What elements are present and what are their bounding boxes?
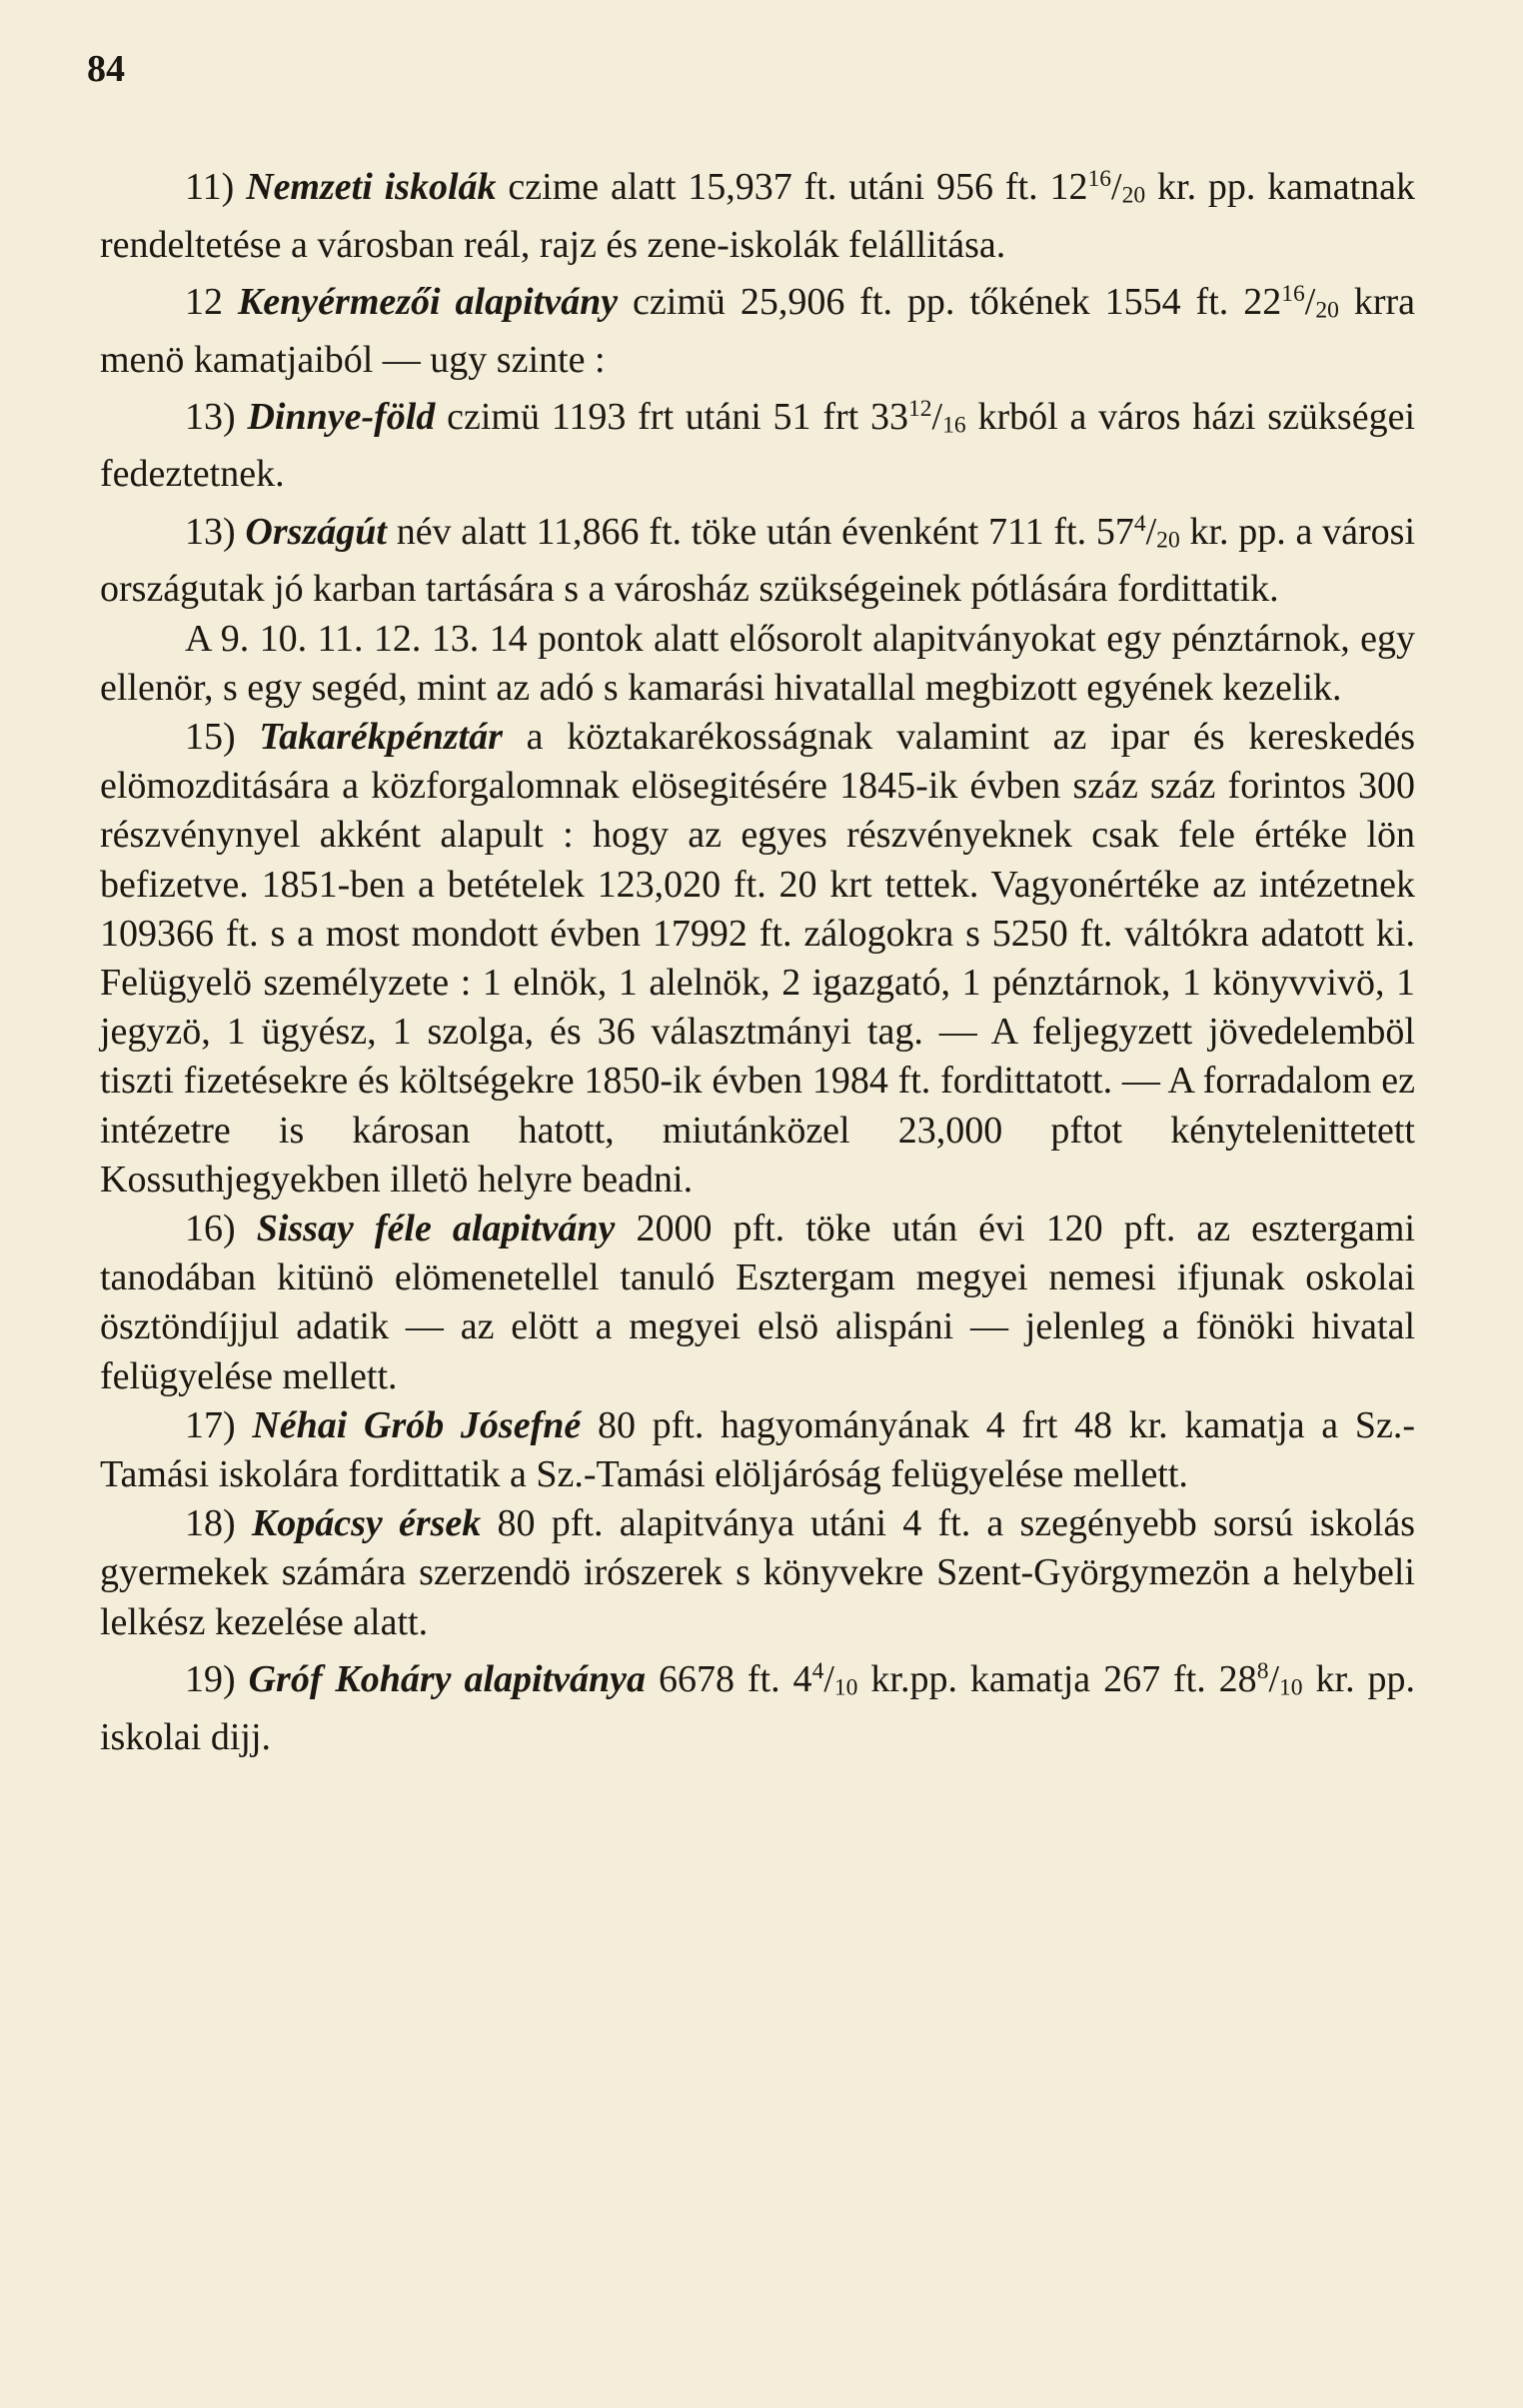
paragraph-19: 19) Gróf Koháry alapitványa 6678 ft. $4^4/10$ kr.pp. kamatja 267 ft. $28^8/10$ kr. pp. iskolai dijj. — [100, 1657, 1416, 1758]
paragraph-text: 6678 ft. 4 — [658, 1657, 812, 1700]
paragraph-text: czime alatt 15,937 ft. utáni 956 ft. 12 — [508, 165, 1088, 208]
item-number: 12 — [185, 280, 223, 323]
paragraph-11: 11) Nemzeti iskolák czime alatt 15,937 ft. utáni 956 ft. $12^{16}/20$ kr. pp. kamatnak rendeltetése a városban reál, rajz és zene-iskolák felállitása. — [100, 165, 1416, 266]
paragraph-text: krra menö kamatjaiból — ugy szinte : — [100, 280, 1416, 381]
paragraph-text: kr. pp. a városi országutak jó karban tartására s a városház szükségeinek pótlására fordittatik. — [100, 510, 1416, 611]
foundation-title: Kopácsy érsek — [251, 1502, 482, 1545]
paragraph-16 — [100, 1204, 1415, 1401]
foundation-title: Takarékpénztár — [259, 715, 503, 758]
paragraph-13-dinnye: 13) Dinnye-föld czimü 1193 frt utáni 51 frt $33^{12}/16$ krból a város házi szükségei fedeztetnek. — [100, 395, 1416, 496]
paragraph-summary — [100, 615, 1415, 713]
fraction-denominator: 16 — [942, 412, 966, 439]
fraction-numerator: 12 — [908, 395, 932, 422]
item-number: 17) — [185, 1403, 236, 1446]
paragraph-18 — [100, 1499, 1415, 1647]
paragraph-12: 12 Kenyérmezői alapitvány czimü 25,906 ft. pp. tőkének 1554 ft. $22^{16}/20$ krra menö kamatjaiból — ugy szinte : — [100, 280, 1416, 381]
paragraph-text: krból a város házi szükségei fedeztetnek. — [100, 395, 1416, 496]
item-number: 13) — [185, 395, 236, 438]
fraction-denominator: 20 — [1121, 182, 1146, 209]
paragraph-text: a köztakarékosságnak valamint az ipar és kereskedés elömozditására a közforgalomnak elösegitésére 1845-ik évben száz száz forintos 300 részvénynyel akként alapult : hogy az egyes részvényeknek csak fele értéke lön befizetve. 1851-ben a betételek 123,020 ft. 20 krt tettek. Vagyonértéke az intézetnek 109366 ft. s a most mondott évben 17992 ft. zálogokra s 5250 ft. váltókra adatott ki. Felügyelö személyzete : 1 elnök, 1 alelnök, 2 igazgató, 1 pénztárnok, 1 könyvvivö, 1 jegyzö, 1 ügyész, 1 szolga, és 36 választmányi tag. — A feljegyzett jövedelemböl tiszti fizetésekre és költségekre 1850-ik évben 1984 ft. fordittatott. — A forradalom ez intézetre is károsan hatott, miutánközel 23,000 pftot kénytelenittetett Kossuthjegyekben illetö helyre beadni. — [100, 715, 1415, 1201]
paragraph-15 — [100, 713, 1415, 1204]
item-number: 19) — [185, 1657, 236, 1700]
body-text — [100, 155, 1415, 1762]
paragraph-text: kr. pp. iskolai dijj. — [100, 1657, 1416, 1758]
page-number: 84 — [87, 48, 125, 90]
fraction-numerator: 16 — [1281, 280, 1305, 307]
foundation-title: Országút — [245, 510, 387, 553]
paragraph-text: 80 pft. hagyományának 4 frt 48 kr. kamatja a Sz.-Tamási iskolára fordittatik a Sz.-Tamási elöljáróság felügyelése mellett. — [100, 1403, 1416, 1496]
fraction-numerator: 4 — [811, 1657, 824, 1684]
foundation-title: Dinnye-föld — [247, 395, 436, 438]
fraction-numerator: 8 — [1256, 1657, 1269, 1684]
foundation-title: Néhai Grób Jósefné — [252, 1403, 582, 1446]
fraction-numerator: 4 — [1133, 510, 1146, 537]
foundation-title: Nemzeti iskolák — [246, 165, 497, 208]
fraction-denominator: 10 — [833, 1674, 858, 1701]
foundation-title: Gróf Koháry alapitványa — [248, 1657, 647, 1700]
foundation-title: Kenyérmezői alapitvány — [237, 280, 619, 323]
paragraph-text: kr.pp. kamatja 267 ft. 28 — [870, 1657, 1257, 1700]
item-number: 11) — [185, 165, 235, 208]
item-number: 15) — [185, 715, 236, 758]
paragraph-text: 80 pft. alapitványa utáni 4 ft. a szegényebb sorsú iskolás gyermekek számára szerzendö irószerek s könyvekre Szent-Györgymezön a helybeli lelkész kezelése alatt. — [100, 1502, 1416, 1643]
item-number: 18) — [185, 1502, 236, 1545]
foundation-title: Sissay féle alapitvány — [256, 1207, 616, 1249]
paragraph-text: A 9. 10. 11. 12. 13. 14 pontok alatt elősorolt alapitványokat egy pénztárnok, egy ellenör, s egy segéd, mint az adó s kamarási hivatallal megbizott egyének kezelik. — [100, 617, 1415, 709]
paragraph-text: czimü 25,906 ft. pp. tőkének 1554 ft. 22 — [633, 280, 1282, 323]
fraction-denominator: 10 — [1279, 1674, 1303, 1701]
paragraph-text: czimü 1193 frt utáni 51 frt 33 — [447, 395, 908, 438]
fraction-denominator: 20 — [1156, 527, 1180, 554]
paragraph-17 — [100, 1401, 1415, 1499]
paragraph-text: 2000 pft. töke után évi 120 pft. az esztergami tanodában kitünö elömenetellel tanuló Esztergam megyei nemesi ifjunak oskolai ösztöndíjjul adatik — az elött a megyei elsö alispáni — jelenleg a fönöki hivatal felügyelése mellett. — [100, 1207, 1416, 1397]
paragraph-13-orszagut: 13) Országút név alatt 11,866 ft. töke után évenként 711 ft. $57^4/20$ kr. pp. a városi országutak jó karban tartására s a városház szükségeinek pótlására fordittatik. — [100, 510, 1416, 611]
fraction-denominator: 20 — [1315, 297, 1339, 324]
paragraph-text: kr. pp. kamatnak rendeltetése a városban reál, rajz és zene-iskolák felállitása. — [100, 165, 1416, 266]
item-number: 13) — [185, 510, 236, 553]
paragraph-text: név alatt 11,866 ft. töke után évenként 711 ft. 57 — [396, 510, 1134, 553]
item-number: 16) — [185, 1207, 236, 1249]
fraction-numerator: 16 — [1087, 166, 1112, 192]
